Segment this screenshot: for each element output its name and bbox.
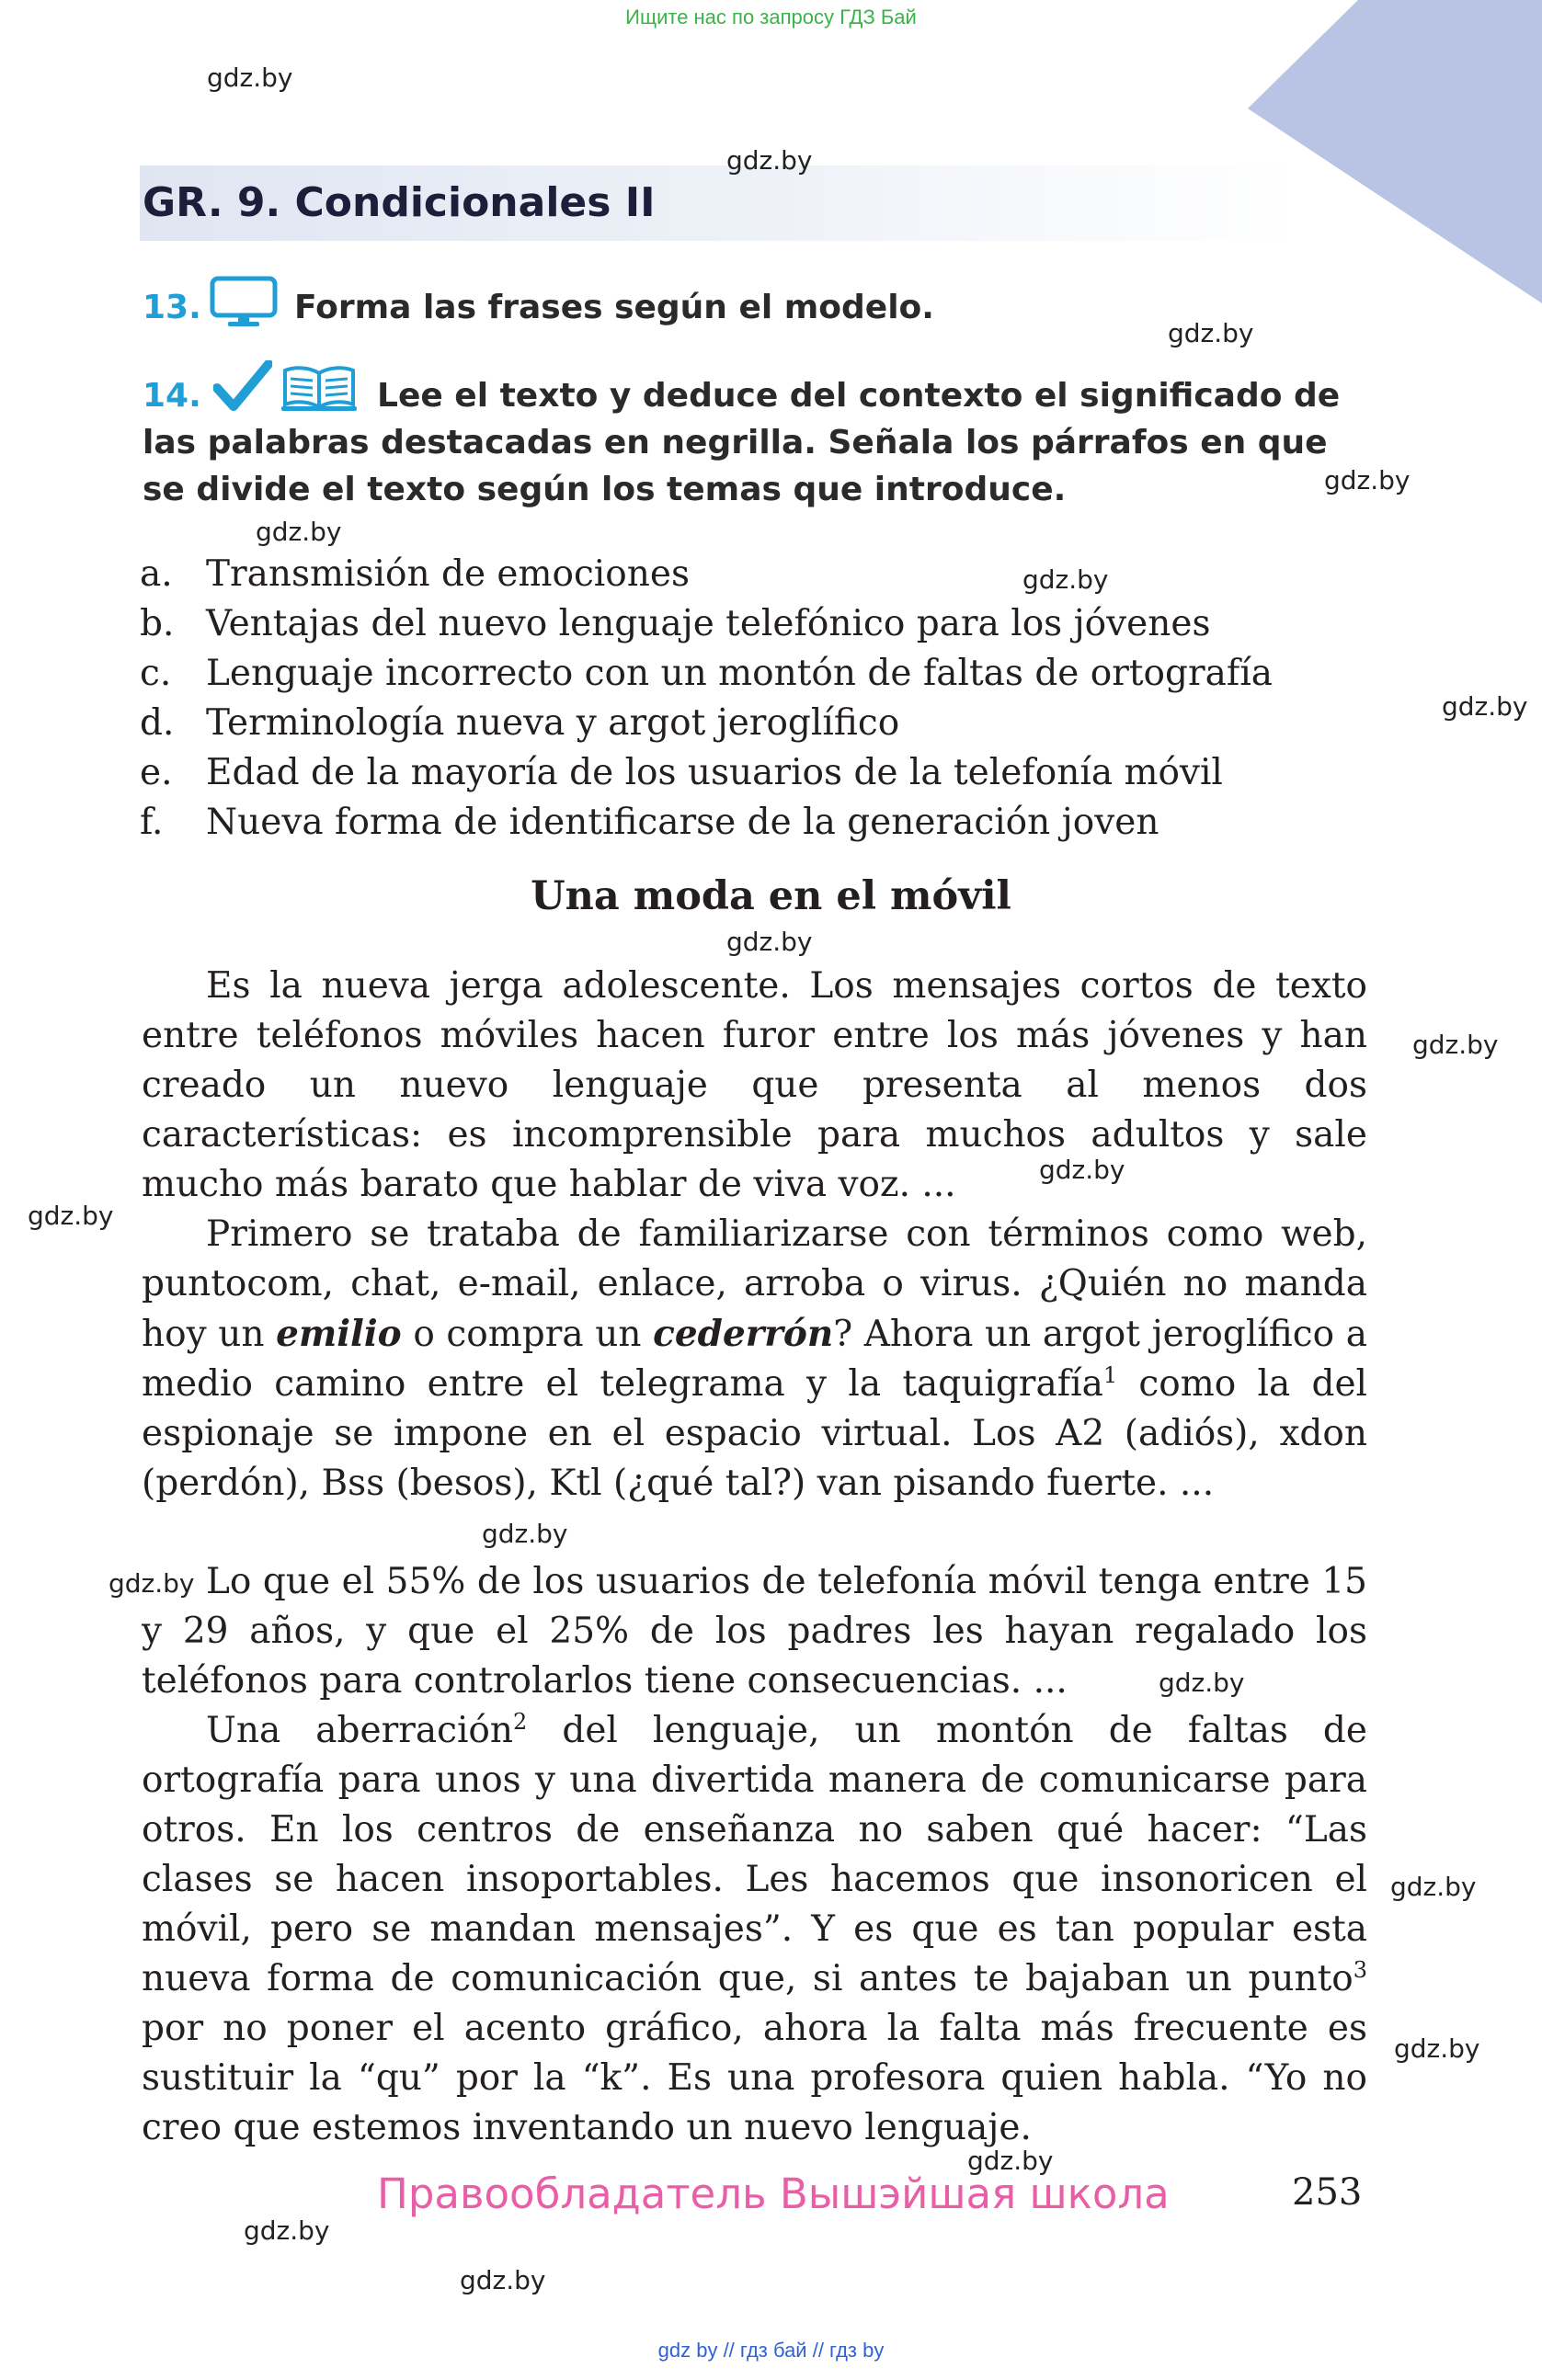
watermark: gdz.by (207, 63, 293, 93)
bottom-links[interactable]: gdz by // гдз бай // гдз by (657, 2339, 885, 2362)
watermark: gdz.by (28, 1201, 114, 1231)
computer-monitor-icon (210, 276, 278, 329)
watermark: gdz.by (726, 145, 813, 176)
list-item-letter: c. (140, 653, 172, 694)
watermark: gdz.by (967, 2146, 1054, 2176)
corner-triangle-decoration (1248, 0, 1542, 303)
list-item-text: Edad de la mayoría de los usuarios de la telefonía móvil (206, 752, 1223, 793)
story-title: Una moda en el móvil (531, 873, 1011, 919)
paragraph-1-text: Es la nueva jerga adolescente. Los mensajes cortos de texto entre teléfonos móviles hacen furor entre los más jóvenes y han creado un nuevo lenguaje que presenta al menos dos características: es incomprensible para muchos adultos y sale mucho más barato que hablar de viva voz. ... (142, 965, 1367, 1205)
list-item (140, 699, 1390, 748)
task-14-text: Lee el texto y deduce del contexto el significado de las palabras destacadas en negrilla. Señala los párrafos en que se divide el texto según los temas que introduce. (143, 377, 1341, 508)
list-item-text: Transmisión de emociones (206, 553, 690, 595)
list-item-letter: d. (140, 702, 175, 744)
top-banner: Ищите нас по запросу ГДЗ Бай (625, 6, 917, 28)
list-item-letter: e. (140, 752, 173, 793)
task-13-number: 13. (143, 289, 201, 326)
footnote-ref-1: 1 (1102, 1362, 1118, 1388)
list-item-text: Nueva forma de identificarse de la generación joven (206, 802, 1159, 843)
paragraph-2-text-a: Primero se trataba de familiarizarse con términos como web, puntocom, chat, e-mail, enlace, arroba o virus. ¿Quién no manda hoy un (142, 1213, 1367, 1355)
paragraph-4-text-b: del lenguaje, un montón de faltas de ortografía para unos y una divertida manera de comunicarse para otros. En los centros de enseñanza no saben qué hacer: “Las clases se hacen insoportables. Les hacemos que insonoricen el móvil, pero se mandan mensajes”. Y es que es tan popular esta nueva forma de comunicación que, si antes te bajaban un punto (142, 1710, 1367, 1999)
paragraph-4-text-a: Una aberración (206, 1710, 514, 1751)
page-number: 253 (1292, 2171, 1363, 2214)
watermark: gdz.by (1412, 1030, 1499, 1060)
paragraph-4 (142, 1706, 1367, 2153)
task-13-instruction: Forma las frases según el modelo. (294, 289, 934, 326)
watermark: gdz.by (244, 2215, 330, 2246)
watermark: gdz.by (1324, 465, 1411, 495)
paragraph-4-text-c: por no poner el acento gráfico, ahora la falta más frecuente es sustituir la “qu” por la “k”. Es una profesora quien habla. “Yo no creo que estemos inventando un nuevo lenguaje. (142, 2008, 1367, 2148)
task-14-number: 14. (143, 377, 201, 415)
list-item-letter: b. (140, 603, 175, 644)
list-item (140, 599, 1390, 649)
paragraph-2-text-e: como la del espionaje se impone en el espacio virtual. Los A2 (adiós), xdon (perdón), Bss (besos), Ktl (¿qué tal?) van pisando fuerte. ... (142, 1363, 1367, 1504)
watermark: gdz.by (1442, 691, 1528, 722)
watermark: gdz.by (726, 927, 813, 957)
watermark: gdz.by (1022, 564, 1109, 595)
list-item (140, 550, 1390, 599)
footnote-ref-3: 3 (1353, 1957, 1367, 1983)
watermark: gdz.by (1390, 1872, 1477, 1902)
watermark: gdz.by (482, 1519, 568, 1549)
task-13 (143, 289, 201, 326)
footer-copyright: Правообладатель Вышэйшая школа (377, 2169, 1170, 2218)
watermark: gdz.by (256, 517, 342, 547)
paragraph-2-text-d: ? Ahora un argot jeroglífico a medio camino entre el telegrama y la taquigrafía (142, 1314, 1367, 1405)
watermark: gdz.by (1039, 1155, 1125, 1185)
watermark: gdz.by (1394, 2033, 1480, 2064)
list-item-letter: f. (140, 802, 164, 843)
watermark: gdz.by (460, 2265, 546, 2295)
list-item (140, 649, 1390, 699)
bold-word-emilio: emilio (276, 1313, 402, 1355)
watermark: gdz.by (1159, 1668, 1245, 1698)
watermark: gdz.by (1168, 318, 1254, 348)
paragraph-2 (142, 1210, 1367, 1509)
list-item (140, 748, 1390, 798)
list-item (140, 798, 1390, 848)
list-item-text: Terminología nueva y argot jeroglífico (206, 702, 900, 744)
watermark: gdz.by (109, 1568, 195, 1599)
themes-list (140, 550, 1390, 848)
footnote-ref-2: 2 (513, 1709, 528, 1735)
bold-word-cederron: cederrón (653, 1313, 834, 1355)
paragraph-2-text-c: o compra un (401, 1314, 654, 1355)
paragraph-1 (142, 962, 1367, 1210)
paragraph-3-text: Lo que el 55% de los usuarios de telefonía móvil tenga entre 15 y 29 años, y que el 25% de los padres les hayan regalado los teléfonos para controlarlos tiene consecuencias. ... (142, 1561, 1367, 1702)
task-14-instruction (143, 372, 1365, 513)
section-title: GR. 9. Condicionales II (143, 179, 656, 226)
list-item-letter: a. (140, 553, 173, 595)
list-item-text: Lenguaje incorrecto con un montón de faltas de ortografía (206, 653, 1274, 694)
list-item-text: Ventajas del nuevo lenguaje telefónico para los jóvenes (206, 603, 1211, 644)
